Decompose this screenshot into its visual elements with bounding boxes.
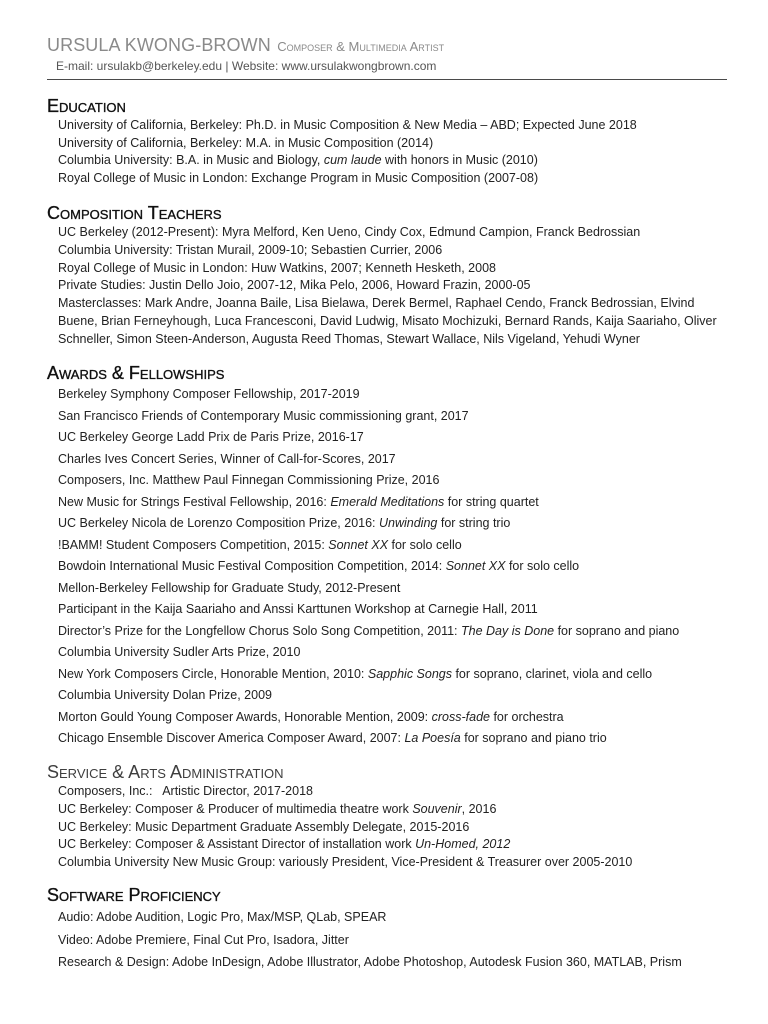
author-subtitle: Composer & Multimedia Artist: [277, 39, 445, 54]
item-text: Morton Gould Young Composer Awards, Honorable Mention, 2009:: [58, 709, 432, 724]
list-item: Berkeley Symphony Composer Fellowship, 2017-2019: [58, 387, 360, 401]
list-item: [58, 621, 737, 643]
item-text: for solo cello: [388, 537, 462, 552]
service-list: [47, 783, 737, 872]
section-title-service: Service & Arts Administration: [47, 762, 284, 782]
item-text: New York Composers Circle, Honorable Mention, 2010:: [58, 666, 368, 681]
item-emphasis: La Poesía: [404, 731, 461, 745]
item-emphasis: Un-Homed, 2012: [415, 837, 511, 852]
list-item: Composers, Inc.: Artistic Director, 2017-2018: [58, 784, 313, 798]
item-emphasis: The Day is Done: [461, 623, 555, 638]
item-text: New Music for Strings Festival Fellowship, 2016:: [58, 494, 331, 509]
item-emphasis: Sonnet XX: [328, 537, 389, 552]
list-item: Video: Adobe Premiere, Final Cut Pro, Isadora, Jitter: [58, 932, 349, 947]
item-text: , 2016: [461, 801, 497, 816]
education-section: [47, 96, 747, 187]
list-item: San Francisco Friends of Contemporary Music commissioning grant, 2017: [58, 408, 469, 423]
list-item: Columbia University Sudler Arts Prize, 2010: [58, 645, 301, 659]
list-item: Royal College of Music in London: Huw Watkins, 2007; Kenneth Hesketh, 2008: [58, 260, 496, 275]
item-text: UC Berkeley: Composer & Assistant Director of installation work: [58, 837, 416, 852]
list-item: Participant in the Kaija Saariaho and Anssi Karttunen Workshop at Carnegie Hall, 2011: [58, 602, 538, 616]
composition-teachers-section: [47, 203, 747, 349]
item-text: Chicago Ensemble Discover America Composer Award, 2007:: [58, 731, 405, 745]
contact-separator: |: [222, 59, 232, 73]
item-text: for solo cello: [505, 559, 580, 573]
list-item: [58, 801, 737, 819]
item-text: for orchestra: [489, 709, 564, 724]
section-title-education: Education: [47, 96, 126, 116]
list-item: Columbia University New Music Group: variously President, Vice-President & Treasurer over 2005-2010: [58, 855, 633, 870]
composition-teachers-list: [47, 224, 737, 349]
item-text: for soprano and piano: [554, 623, 680, 638]
item-emphasis: Unwinding: [379, 516, 438, 530]
item-text: Bowdoin International Music Festival Composition Competition, 2014:: [58, 559, 446, 573]
contact-line: [56, 58, 436, 74]
list-item: [58, 556, 737, 578]
list-item: [58, 492, 737, 514]
item-text: Columbia University: B.A. in Music and Biology,: [58, 153, 324, 167]
service-section: [47, 762, 747, 872]
software-section: [47, 885, 747, 974]
website-label: Website:: [231, 59, 282, 73]
item-text: Director’s Prize for the Longfellow Chorus Solo Song Competition, 2011:: [58, 623, 461, 638]
email-label: E-mail:: [56, 59, 97, 73]
item-emphasis: Emerald Meditations: [330, 494, 445, 509]
list-item: Research & Design: Adobe InDesign, Adobe Illustrator, Adobe Photoshop, Autodesk Fusion 360, MATLAB, Prism: [58, 955, 682, 969]
list-item: Columbia University: Tristan Murail, 2009-10; Sebastien Currier, 2006: [58, 242, 443, 257]
item-emphasis: Sapphic Songs: [367, 666, 452, 681]
list-item: [58, 707, 737, 729]
awards-section: [47, 363, 747, 750]
item-text: UC Berkeley: Composer & Producer of multimedia theatre work: [58, 801, 413, 816]
section-title-awards: Awards & Fellowships: [47, 363, 225, 383]
list-item: UC Berkeley George Ladd Prix de Paris Prize, 2016-17: [58, 430, 364, 444]
list-item: [58, 836, 737, 854]
list-item: Royal College of Music in London: Exchange Program in Music Composition (2007-08): [58, 170, 539, 185]
item-text: for string quartet: [444, 494, 539, 509]
section-title-software: Software Proficiency: [47, 885, 221, 905]
list-item: Charles Ives Concert Series, Winner of Call-for-Scores, 2017: [58, 451, 396, 466]
list-item: UC Berkeley: Music Department Graduate Assembly Delegate, 2015-2016: [58, 819, 470, 834]
section-title-composition-teachers: Composition Teachers: [47, 203, 222, 223]
list-item: [58, 664, 737, 686]
list-item: Composers, Inc. Matthew Paul Finnegan Commissioning Prize, 2016: [58, 473, 440, 487]
software-list: [47, 906, 737, 974]
list-item: University of California, Berkeley: M.A. in Music Composition (2014): [58, 135, 434, 150]
item-emphasis: Souvenir: [412, 801, 462, 816]
list-item: University of California, Berkeley: Ph.D. in Music Composition & New Media – ABD; Expected June 2018: [58, 118, 637, 132]
list-item: [58, 535, 737, 557]
item-text: for string trio: [437, 516, 511, 530]
education-list: [47, 117, 737, 187]
item-text: for soprano, clarinet, viola and cello: [451, 666, 653, 681]
item-emphasis: cross-fade: [431, 709, 490, 724]
item-emphasis: cum laude: [323, 153, 382, 167]
list-item: Mellon-Berkeley Fellowship for Graduate Study, 2012-Present: [58, 580, 401, 595]
list-item: [58, 152, 737, 170]
list-item: Private Studies: Justin Dello Joio, 2007-12, Mika Pelo, 2006, Howard Frazin, 2000-05: [58, 278, 531, 293]
item-text: UC Berkeley Nicola de Lorenzo Composition Prize, 2016:: [58, 516, 379, 530]
item-text: !BAMM! Student Composers Competition, 2015:: [58, 537, 329, 552]
header-divider: [47, 79, 727, 80]
item-text: for soprano and piano trio: [460, 731, 607, 745]
list-item: [58, 728, 737, 750]
awards-list: [47, 384, 737, 750]
name-line: [47, 33, 444, 57]
item-emphasis: Sonnet XX: [445, 559, 506, 573]
list-item: [58, 513, 737, 535]
website-url: www.ursulakwongbrown.com: [281, 59, 437, 73]
masterclasses-item: Masterclasses: Mark Andre, Joanna Baile, Lisa Bielawa, Derek Bermel, Raphael Cendo, Franck Bedrossian, Elvind Buene, Brian Ferneyhough, Luca Francesconi, David Ludwig, Misato Mochizuki, Bernard Rands, Kaija Saariaho, Oliver Schneller, Simon Steen-Anderson, Augusta Reed Thomas, Stewart Wallace, Nils Vigeland, Yehudi Wyner: [58, 296, 717, 346]
list-item: UC Berkeley (2012-Present): Myra Melford, Ken Ueno, Cindy Cox, Edmund Campion, Franck Bedrossian: [58, 225, 641, 239]
list-item: Columbia University Dolan Prize, 2009: [58, 688, 272, 702]
list-item: Audio: Adobe Audition, Logic Pro, Max/MSP, QLab, SPEAR: [58, 910, 387, 924]
email-address: ursulakb@berkeley.edu: [96, 59, 223, 73]
item-text: with honors in Music (2010): [381, 153, 538, 167]
author-name: URSULA KWONG-BROWN: [47, 35, 271, 55]
